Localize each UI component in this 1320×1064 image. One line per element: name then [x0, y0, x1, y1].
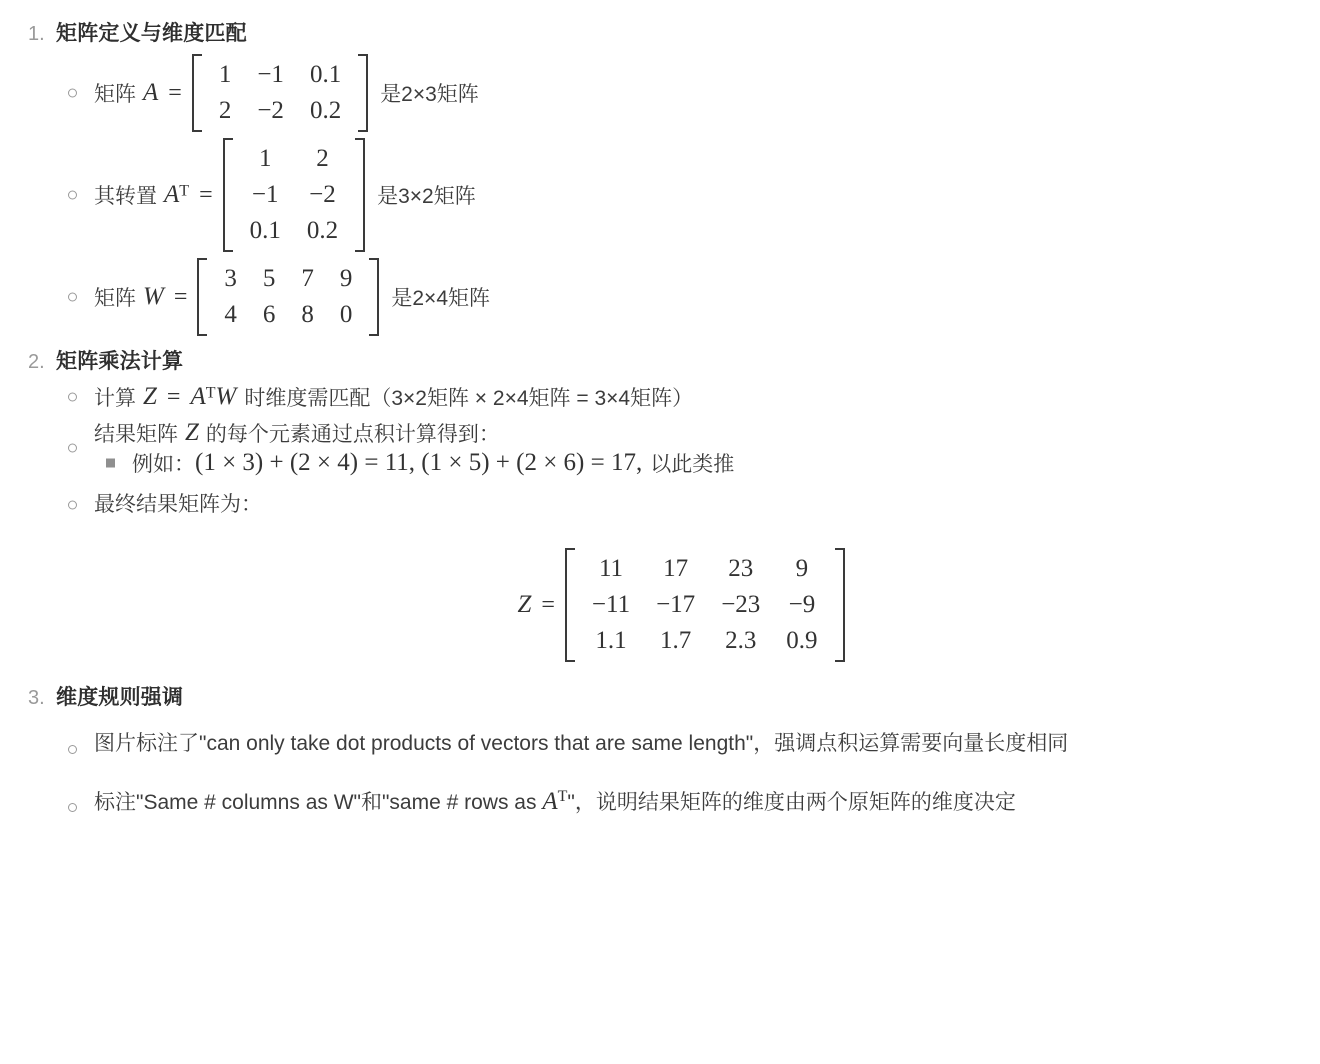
- matrix-a-dimension-text: 是2×3矩阵: [380, 83, 479, 106]
- dimension-match-line: [94, 382, 1310, 412]
- variable-a: A: [164, 181, 180, 208]
- matrix-w-equation: [143, 283, 193, 311]
- circle-bullet-icon: [68, 89, 77, 98]
- bracket-right-icon: [369, 258, 379, 336]
- matrix-at-line: [94, 138, 1310, 252]
- variable-a: A: [143, 79, 159, 106]
- dimension-note-text: [94, 776, 1310, 829]
- matrix-cell: 0.9: [786, 627, 818, 654]
- matrix-cell: −2: [309, 181, 336, 208]
- superscript-t: T: [179, 182, 190, 200]
- circle-bullet-icon: [68, 393, 77, 402]
- matrix-cell: −11: [591, 591, 631, 618]
- matrix-at-brackets: [223, 138, 366, 252]
- section-1: [10, 14, 1310, 336]
- list-item-final-result: [56, 484, 1310, 526]
- section-2: [10, 342, 1310, 662]
- circle-bullet-icon: [68, 293, 77, 302]
- matrix-cell: 2: [316, 145, 329, 172]
- bracket-left-icon: [197, 258, 207, 336]
- circle-bullet-icon: [68, 444, 77, 453]
- matrix-at-dimension-text: 是3×2矩阵: [377, 185, 476, 208]
- section-2-items: [56, 382, 1310, 526]
- final-result-label: 最终结果矩阵为：: [94, 493, 262, 516]
- matrix-cell: 11: [598, 555, 624, 582]
- matrix-at-equation: [164, 181, 219, 209]
- result-matrix-equation: [56, 548, 1310, 662]
- dimension-note-prefix: 标注"Same # columns as W"和"same # rows as: [94, 791, 543, 814]
- list-item-matrix-w: [56, 258, 1310, 336]
- list-number: 1.: [28, 23, 45, 45]
- example-label: 例如：: [132, 453, 195, 476]
- matrix-a-label: 矩阵: [94, 83, 136, 106]
- matrix-cell: −17: [656, 591, 696, 618]
- list-item-dot-product-note: [56, 718, 1310, 770]
- square-bullet-icon: [106, 459, 115, 468]
- matrix-cell: 1: [218, 61, 232, 88]
- list-item-example: [94, 448, 1310, 478]
- section-3-items: [56, 718, 1310, 829]
- matrix-cell: 0: [339, 301, 353, 328]
- result-matrix-brackets: [565, 548, 845, 662]
- section-1-items: [56, 54, 1310, 336]
- bracket-left-icon: [192, 54, 202, 132]
- list-number: 2.: [28, 351, 45, 373]
- section-heading: 矩阵定义与维度匹配: [56, 22, 247, 45]
- matrix-cell: 3: [224, 265, 237, 292]
- matrix-cell: −9: [788, 591, 816, 618]
- section-heading: 矩阵乘法计算: [56, 350, 184, 373]
- circle-bullet-icon: [68, 191, 77, 200]
- compute-label: 计算: [94, 387, 136, 410]
- variable-a: A: [542, 788, 558, 815]
- matrix-a-line: [94, 54, 1310, 132]
- list-item-dot-product-intro: [56, 418, 1310, 478]
- matrix-w-line: [94, 258, 1310, 336]
- section-3: [10, 678, 1310, 829]
- example-line: [132, 448, 1310, 478]
- equals-sign: =: [199, 182, 213, 208]
- matrix-a-brackets: [192, 54, 368, 132]
- matrix-a-equation: [143, 79, 188, 107]
- matrix-cell: −1: [251, 181, 279, 208]
- matrix-cell: 5: [262, 265, 276, 292]
- matrix-cell: 0.2: [306, 217, 339, 244]
- matrix-cell: 0.2: [309, 97, 342, 124]
- bracket-right-icon: [358, 54, 368, 132]
- matrix-cell: 9: [339, 265, 353, 292]
- variable-z: Z: [143, 383, 157, 410]
- section-heading: 维度规则强调: [56, 686, 184, 709]
- matrix-cell: 1: [258, 145, 272, 172]
- circle-bullet-icon: [68, 501, 77, 510]
- bracket-left-icon: [565, 548, 575, 662]
- dot-product-intro-text: 的每个元素通过点积计算得到：: [205, 423, 500, 446]
- matrix-cell: 9: [795, 555, 809, 582]
- result-z-label: [517, 591, 560, 619]
- variable-w: W: [143, 283, 164, 310]
- example-math: (1 × 3) + (2 × 4) = 11, (1 × 5) + (2 × 6) = 17,: [195, 449, 643, 476]
- matrix-cell: 4: [224, 301, 237, 328]
- matrix-cell: 2: [218, 97, 232, 124]
- dot-product-note-text: 图片标注了"can only take dot products of vectors that are same length"，强调点积运算需要向量长度相同: [94, 732, 1069, 755]
- list-item-matrix-a-transpose: [56, 138, 1310, 252]
- bracket-right-icon: [835, 548, 845, 662]
- matrix-cell: 2.3: [725, 627, 757, 654]
- matrix-cell: 0.1: [249, 217, 281, 244]
- superscript-t: T: [557, 788, 568, 805]
- matrix-cell: 23: [728, 555, 754, 582]
- z-equals-at-w-formula: [143, 383, 236, 411]
- list-item-dimension-note: [56, 776, 1310, 829]
- matrix-cell: 0.1: [309, 61, 342, 88]
- variable-a: A: [190, 383, 206, 410]
- equals-sign: =: [168, 80, 182, 106]
- dimension-note-math: [542, 790, 567, 814]
- bracket-right-icon: [355, 138, 365, 252]
- matrix-w-brackets: [197, 258, 379, 336]
- circle-bullet-icon: [68, 745, 77, 754]
- matrix-cell: 17: [663, 555, 689, 582]
- matrix-cell: 6: [262, 301, 276, 328]
- outline-list: [10, 14, 1310, 829]
- equals-sign: =: [166, 384, 181, 410]
- result-matrix-grid: [575, 548, 835, 662]
- result-matrix-label: 结果矩阵: [94, 423, 178, 446]
- matrix-at-label: 其转置: [94, 185, 157, 208]
- matrix-w-dimension-text: 是2×4矩阵: [391, 287, 490, 310]
- matrix-cell: −2: [257, 97, 284, 124]
- variable-w: W: [215, 383, 237, 410]
- circle-bullet-icon: [68, 803, 77, 812]
- matrix-a-grid: [202, 54, 358, 132]
- bracket-left-icon: [223, 138, 233, 252]
- matrix-at-grid: [233, 138, 356, 252]
- superscript-t: T: [205, 384, 216, 402]
- equals-sign: =: [541, 592, 555, 618]
- example-list: [94, 448, 1310, 478]
- matrix-cell: −1: [257, 61, 284, 88]
- matrix-cell: 8: [301, 301, 314, 328]
- dimension-match-text: 时维度需匹配（3×2矩阵 × 2×4矩阵 = 3×4矩阵）: [244, 387, 694, 410]
- variable-z: Z: [185, 419, 199, 446]
- dimension-note-suffix: "，说明结果矩阵的维度由两个原矩阵的维度决定: [567, 791, 1016, 814]
- variable-z: Z: [517, 591, 532, 618]
- matrix-cell: 7: [301, 265, 314, 292]
- matrix-cell: 1.7: [660, 627, 692, 654]
- list-item-matrix-a: [56, 54, 1310, 132]
- matrix-w-label: 矩阵: [94, 287, 136, 310]
- list-number: 3.: [28, 687, 45, 709]
- equals-sign: =: [173, 284, 188, 310]
- dot-product-intro-line: [94, 418, 1310, 448]
- matrix-cell: −23: [721, 591, 761, 618]
- list-item-dimension-match: [56, 382, 1310, 412]
- matrix-w-grid: [207, 258, 369, 336]
- example-tail-text: 以此类推: [650, 453, 735, 476]
- matrix-cell: 1.1: [595, 627, 627, 654]
